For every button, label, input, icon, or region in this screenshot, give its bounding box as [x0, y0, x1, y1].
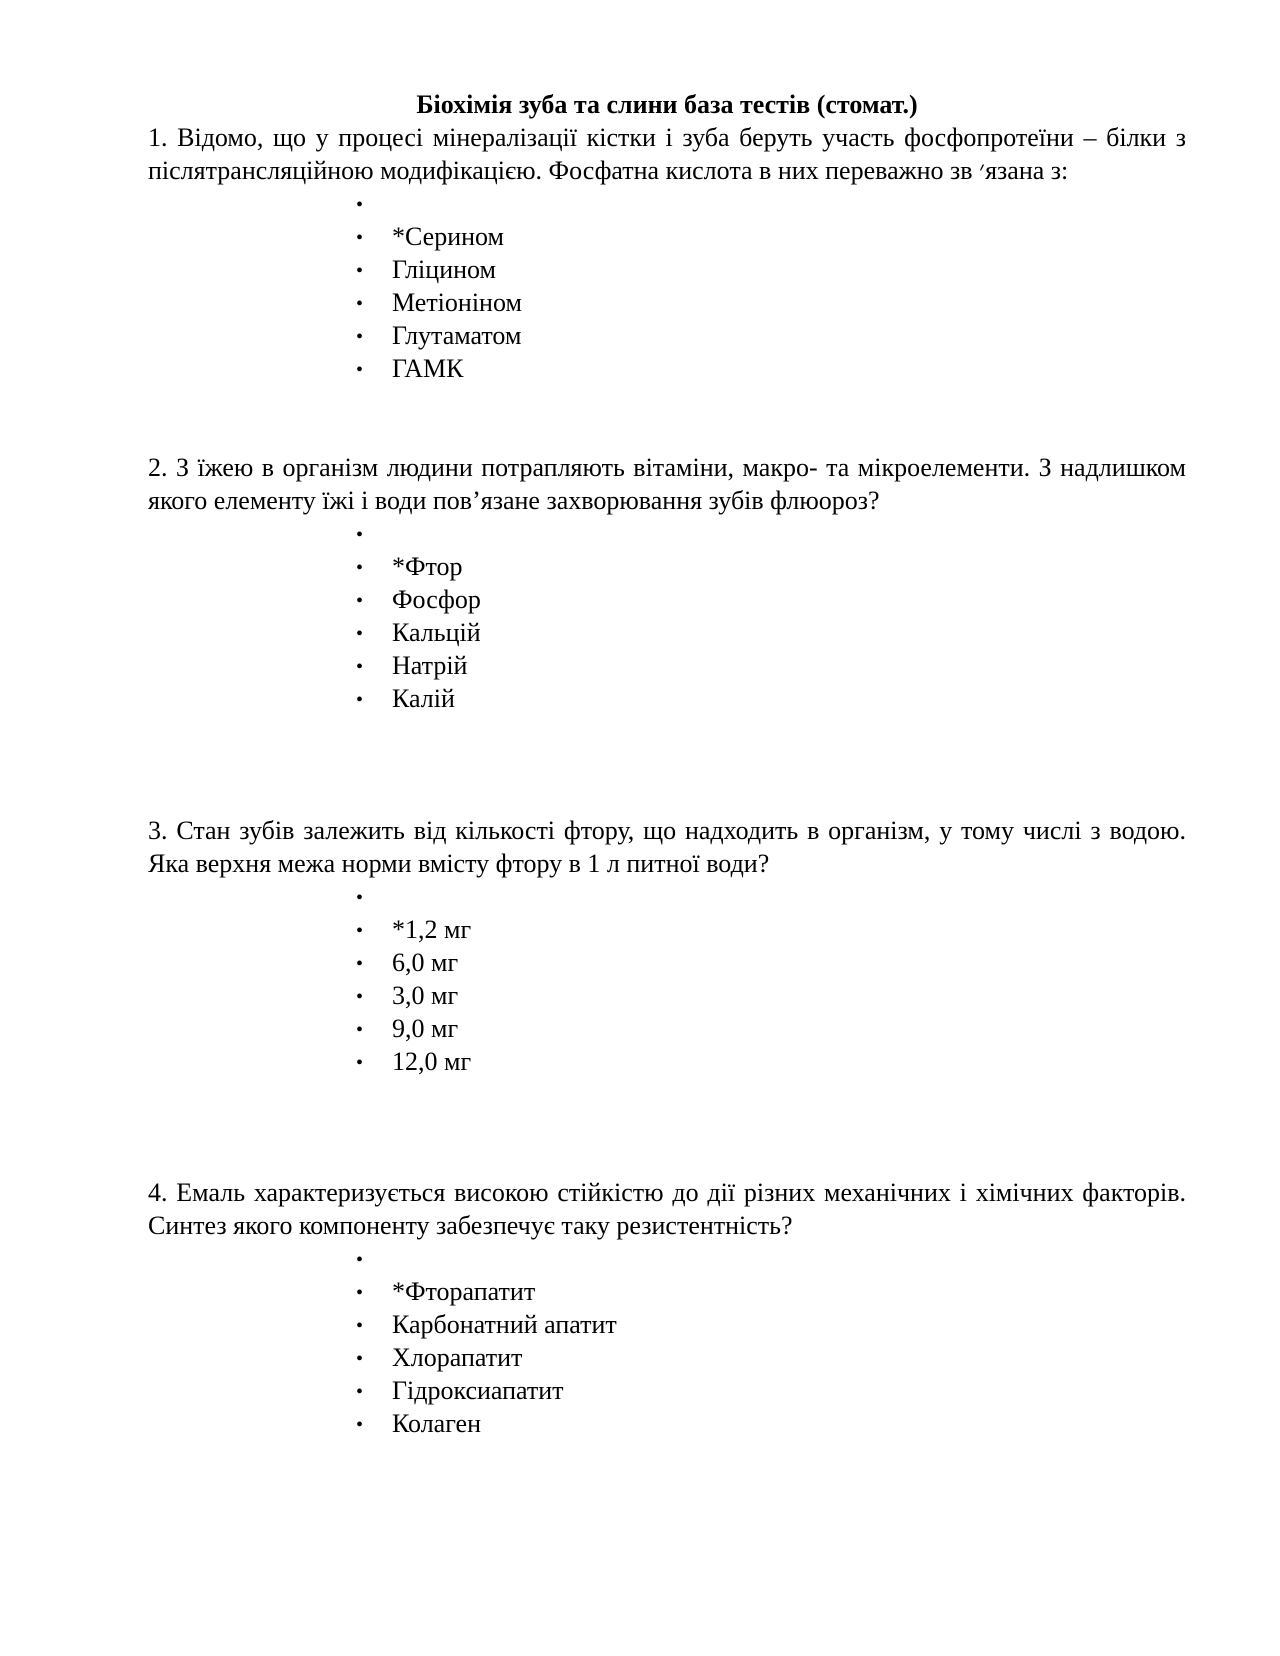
answer-item: [356, 352, 1186, 385]
answer-text: 6,0 мг: [392, 948, 459, 977]
answer-text: Колаген: [392, 1409, 481, 1438]
answer-item: [356, 220, 1186, 253]
bullet-icon: •: [356, 920, 364, 942]
bullet-icon: •: [356, 623, 364, 645]
question-block-3: [148, 814, 1186, 1078]
answer-text: Кальцій: [392, 618, 481, 647]
answer-text: *1,2 мг: [392, 915, 472, 944]
answer-item: [356, 1275, 1186, 1308]
answer-text: Хлорапатит: [392, 1343, 523, 1372]
bullet-icon: •: [356, 557, 364, 579]
bullet-icon: •: [356, 524, 364, 546]
answer-item: [356, 1012, 1186, 1045]
answer-item: [356, 583, 1186, 616]
bullet-icon: •: [356, 227, 364, 249]
answer-item: [356, 616, 1186, 649]
answer-text: 12,0 мг: [392, 1047, 472, 1076]
answer-item: [356, 649, 1186, 682]
answer-item: [356, 946, 1186, 979]
answer-text: Гліцином: [392, 255, 496, 284]
answer-text: Гідроксиапатит: [392, 1376, 564, 1405]
question-block-4: [148, 1176, 1186, 1440]
answer-item: [356, 253, 1186, 286]
question-text-3: 3. Стан зубів залежить від кількості фтору, що надходить в організм, у тому числі з водою. Яка верхня межа норми вмісту фтору в 1 л питної води?: [148, 816, 1186, 878]
answer-item: [356, 517, 1186, 550]
answer-text: 3,0 мг: [392, 981, 459, 1010]
answer-list-4: [148, 1242, 1186, 1440]
answer-text: ГАМК: [392, 354, 464, 383]
question-text-4: 4. Емаль характеризується високою стійкістю до дії різних механічних і хімічних факторів. Синтез якого компоненту забезпечує таку резистентність?: [148, 1178, 1186, 1240]
bullet-icon: •: [356, 293, 364, 315]
answer-list-2: [148, 517, 1186, 715]
bullet-icon: •: [356, 1249, 364, 1271]
answer-item: [356, 319, 1186, 352]
answer-item: [356, 1407, 1186, 1440]
answer-text: Метіоніном: [392, 288, 522, 317]
bullet-icon: •: [356, 260, 364, 282]
answer-item: [356, 187, 1186, 220]
answer-list-3: [148, 880, 1186, 1078]
answer-item: [356, 1374, 1186, 1407]
answer-item: [356, 286, 1186, 319]
answer-item: [356, 1242, 1186, 1275]
answer-item: [356, 682, 1186, 715]
bullet-icon: •: [356, 656, 364, 678]
question-text-1: 1. Відомо, що у процесі мінералізації кістки і зуба беруть участь фосфопротеїни – білки з післятрансляційною модифікацією. Фосфатна кислота в них переважно зв ׳язана з:: [148, 123, 1186, 185]
bullet-icon: •: [356, 986, 364, 1008]
document-title: Біохімія зуба та слини база тестів (стомат.): [416, 90, 918, 119]
bullet-icon: •: [356, 1414, 364, 1436]
answer-text: Карбонатний апатит: [392, 1310, 617, 1339]
answer-text: *Фтор: [392, 552, 463, 581]
bullet-icon: •: [356, 1381, 364, 1403]
answer-item: [356, 1341, 1186, 1374]
answer-text: Калій: [392, 684, 455, 713]
bullet-icon: •: [356, 326, 364, 348]
answer-item: [356, 913, 1186, 946]
question-block-1: [148, 121, 1186, 385]
bullet-icon: •: [356, 590, 364, 612]
bullet-icon: •: [356, 1019, 364, 1041]
answer-item: [356, 979, 1186, 1012]
question-block-2: [148, 451, 1186, 715]
answer-text: *Серином: [392, 222, 504, 251]
bullet-icon: •: [356, 1282, 364, 1304]
bullet-icon: •: [356, 689, 364, 711]
answer-text: 9,0 мг: [392, 1014, 459, 1043]
answer-text: Натрій: [392, 651, 468, 680]
bullet-icon: •: [356, 1052, 364, 1074]
document-page: [148, 88, 1186, 1440]
answer-text: *Фторапатит: [392, 1277, 536, 1306]
bullet-icon: •: [356, 953, 364, 975]
question-text-2: 2. З їжею в організм людини потрапляють вітаміни, макро- та мікроелементи. З надлишком якого елементу їжі і води пов’язане захворювання зубів флюороз?: [148, 453, 1186, 515]
bullet-icon: •: [356, 1315, 364, 1337]
answer-text: Фосфор: [392, 585, 481, 614]
bullet-icon: •: [356, 359, 364, 381]
answer-item: [356, 880, 1186, 913]
bullet-icon: •: [356, 194, 364, 216]
bullet-icon: •: [356, 1348, 364, 1370]
answer-list-1: [148, 187, 1186, 385]
answer-text: Глутаматом: [392, 321, 522, 350]
answer-item: [356, 1308, 1186, 1341]
bullet-icon: •: [356, 887, 364, 909]
answer-item: [356, 1045, 1186, 1078]
answer-item: [356, 550, 1186, 583]
